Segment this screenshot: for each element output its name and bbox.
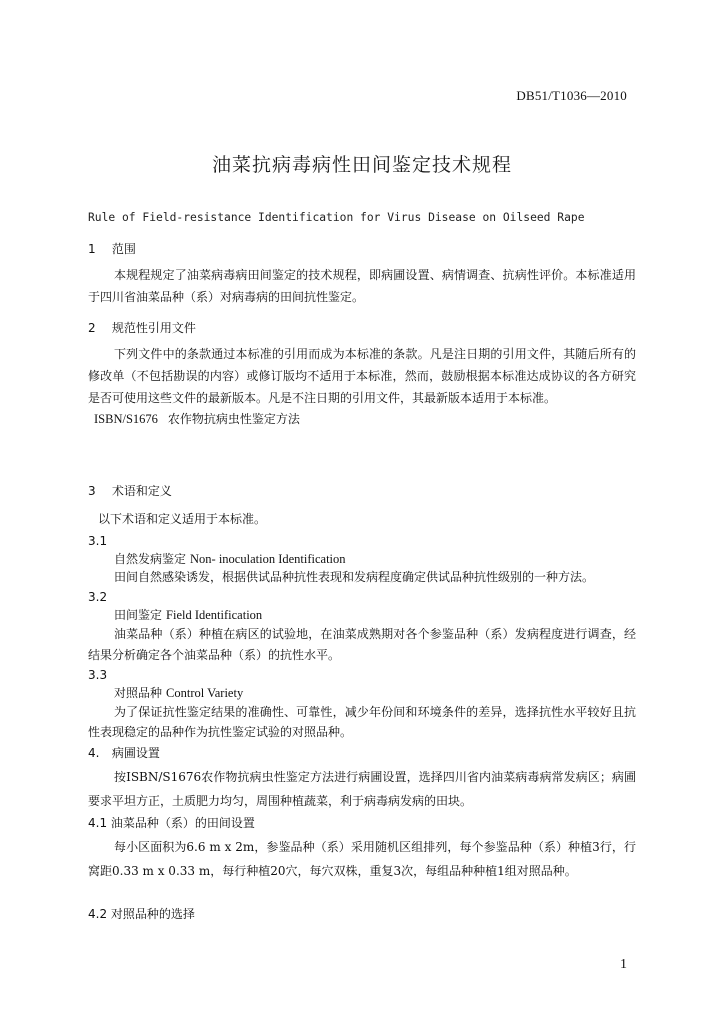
section-1 xyxy=(88,240,636,308)
section-title: 病圃设置 xyxy=(111,746,160,760)
term-3-1 xyxy=(88,532,636,586)
standard-code: DB51/T1036—2010 xyxy=(516,88,627,103)
term-number: 3.3 xyxy=(88,668,108,682)
section-number: 3 xyxy=(88,484,96,498)
term-3-3 xyxy=(88,666,636,742)
term-cn: 对照品种 xyxy=(114,686,163,700)
term-definition: 为了保证抗性鉴定结果的准确性、可靠性，减少年份间和环境条件的差异，选择抗性水平较好且抗性表现稳定的品种作为抗性鉴定试验的对照品种。 xyxy=(88,705,636,739)
section-paragraph: 本规程规定了油菜病毒病田间鉴定的技术规程，即病圃设置、病情调查、抗病性评价。本标准适用于四川省油菜品种（系）对病毒病的田间抗性鉴定。 xyxy=(88,268,636,304)
section-title: 范围 xyxy=(111,242,136,256)
section-title: 术语和定义 xyxy=(111,484,172,498)
term-en: Non- inoculation Identification xyxy=(190,552,346,566)
section-number: 2 xyxy=(88,321,96,335)
term-definition: 田间自然感染诱发，根据供试品种抗性表现和发病程度确定供试品种抗性级别的一种方法。 xyxy=(114,570,595,584)
page-number: 1 xyxy=(620,957,627,972)
term-name xyxy=(88,606,636,624)
term-name xyxy=(88,550,636,568)
term-number: 3.2 xyxy=(88,590,108,604)
section-title: 规范性引用文件 xyxy=(111,321,196,335)
section-heading xyxy=(88,319,636,336)
section-number: 4. xyxy=(88,746,100,760)
reference-title: 农作物抗病虫性鉴定方法 xyxy=(167,412,300,426)
term-cn: 田间鉴定 xyxy=(114,608,163,622)
section-number: 1 xyxy=(88,242,96,256)
term-en: Control Variety xyxy=(166,686,244,700)
subsection-number: 4.1 xyxy=(88,816,108,830)
subsection-paragraph: 每小区面积为6.6 m x 2m，参鉴品种（系）采用随机区组排列，每个参鉴品种（系）种植3行，行窝距0.33 m x 0.33 m，每行种植20穴，每穴双株，重复3次，每组品种种植1组对照品种。 xyxy=(88,840,636,878)
section-heading xyxy=(88,240,636,257)
section-heading xyxy=(88,482,636,499)
reference-code: ISBN/S1676 xyxy=(94,412,158,426)
section-heading xyxy=(88,744,636,761)
section-paragraph: 按ISBN/S1676农作物抗病虫性鉴定方法进行病圃设置，选择四川省内油菜病毒病常发病区；病圃要求平坦方正，土质肥力均匀，周围种植蔬菜，利于病毒病发病的田块。 xyxy=(88,770,636,808)
subsection-title: 油菜品种（系）的田间设置 xyxy=(110,816,255,830)
section-intro: 以下术语和定义适用于本标准。 xyxy=(98,512,267,526)
subsection-heading xyxy=(88,905,636,922)
subsection-heading xyxy=(88,814,636,831)
section-paragraph: 下列文件中的条款通过本标准的引用而成为本标准的条款。凡是注日期的引用文件，其随后所有的修改单（不包括勘误的内容）或修订版均不适用于本标准，然而，鼓励根据本标准达成协议的各方研究是否可使用这些文件的最新版本。凡是不注日期的引用文件，其最新版本适用于本标准。 xyxy=(88,347,636,405)
term-cn: 自然发病鉴定 xyxy=(114,552,187,566)
term-en: Field Identification xyxy=(166,608,263,622)
term-number: 3.1 xyxy=(88,534,108,548)
document-title: 油菜抗病毒病性田间鉴定技术规程 xyxy=(211,154,512,176)
subsection-title: 对照品种的选择 xyxy=(110,907,195,921)
section-4 xyxy=(88,744,636,922)
term-3-2 xyxy=(88,588,636,666)
term-definition: 油菜品种（系）种植在病区的试验地，在油菜成熟期对各个参鉴品种（系）发病程度进行调查，经结果分析确定各个油菜品种（系）的抗性水平。 xyxy=(88,627,636,662)
english-title: Rule of Field-resistance Identification for Virus Disease on Oilseed Rape xyxy=(88,211,585,224)
term-name xyxy=(88,684,636,702)
subsection-number: 4.2 xyxy=(88,907,108,921)
normative-reference xyxy=(88,410,636,427)
section-2 xyxy=(88,319,636,427)
section-3 xyxy=(88,482,636,742)
